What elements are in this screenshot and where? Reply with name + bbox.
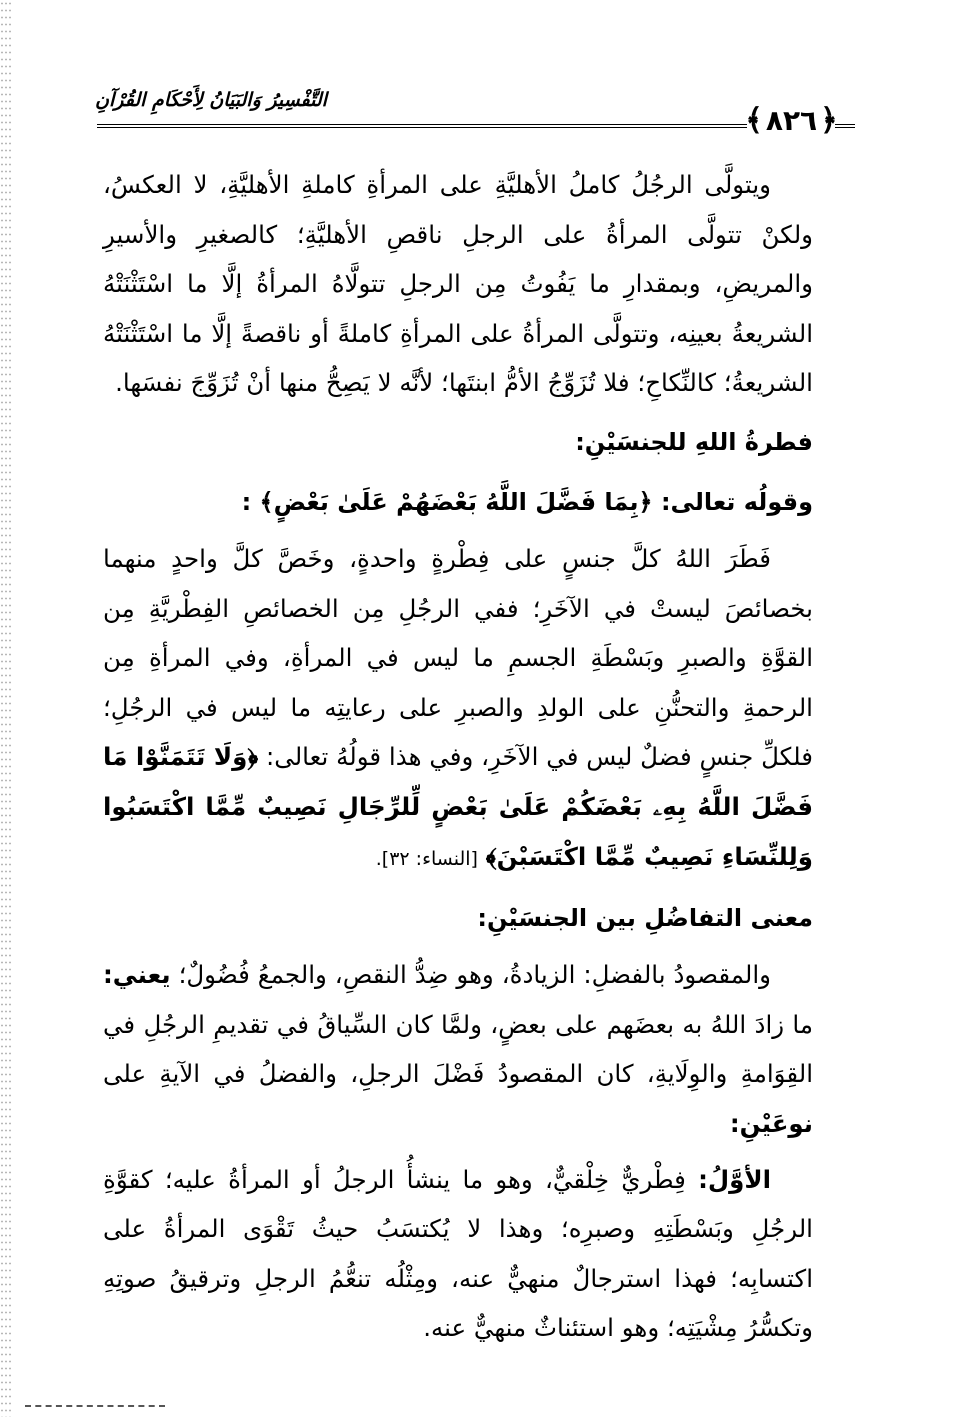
scan-margin-dots — [0, 0, 12, 1417]
paragraph-4-text: فِطْريٌّ خِلْقيٌّ، وهو ما ينشأُ الرجلُ أو المرأةُ عليه؛ كقوَّةِ الرجُلِ وبَسْطَتِهِ وصبرِه؛ وهذا لا يُكتسَبُ حيثُ تَقْوَى المرأةُ على اكتسابِه؛ فهذا استرجالٌ منهيٌّ عنه، ومِثْلُه تنعُّمُ الرجلِ وترقيقُ صوتِهِ وتكسُّرُ مِشْيَتِه؛ وهو استئناثٌ منهيٌّ عنه. — [103, 1164, 813, 1343]
running-title: التَّفْسِيرُ وَالبَيَانُ لِأَحْكَامِ القُرْآنِ — [95, 89, 327, 111]
paragraph-3 — [103, 950, 813, 1148]
quran-verse: ﴿بِمَا فَضَّلَ اللَّهُ بَعْضَهُمْ عَلَىٰ بَعْضٍ﴾ — [259, 487, 653, 516]
page-number — [745, 100, 838, 140]
paragraph-3-lead: يعني: — [103, 960, 171, 990]
verse-intro: وقولُه تعالى: — [660, 487, 813, 516]
section-heading-1: فطرةُ اللهِ للجنسَيْنِ: — [575, 427, 813, 456]
page-body — [103, 160, 813, 1353]
paragraph-3-rest: ما زادَ اللهُ به بعضَهم على بعضٍ، ولمَّا كان السِّياقُ في تقديمِ الرجُلِ في القِوَامةِ والوِلَايةِ، كان المقصودُ فَضْلَ الرجلِ، والفضلُ في الآيةِ على — [103, 1009, 813, 1089]
paragraph-1: ويتولَّى الرجُلُ كاملُ الأهليَّةِ على المرأةِ كاملةِ الأهليَّةِ، لا العكسُ، ولكنْ تتولَّى المرأةُ على الرجلِ ناقصِ الأهليَّةِ؛ كالصغيرِ والأسيرِ والمريضِ، وبمقدارِ ما يَفُوتُ مِن الرجلِ تتولَّاهُ المرأةُ إلَّا ما اسْتَثْنَتْهُ الشريعةُ بعينِه، وتتولَّى المرأةُ على المرأةِ كاملةً أو ناقصةً إلَّا ما اسْتَثْنَتْهُ الشريعةُ؛ كالنِّكاحِ؛ فلا تُزَوِّجُ الأمُّ ابنتَها؛ لأنَّه لا يَصِحُّ منها أنْ تُزَوِّجَ نفسَها. — [103, 170, 813, 398]
paragraph-4 — [103, 1155, 813, 1353]
page-number-value: ٨٢٦ — [765, 103, 818, 137]
bracket-open: ﴿ — [820, 102, 838, 138]
header-rule-right — [835, 124, 855, 128]
paragraph-2 — [103, 534, 813, 884]
header-rule — [97, 124, 747, 128]
scan-footer-marks — [25, 1405, 165, 1413]
paragraph-2-text: فَطَرَ اللهُ كلَّ جنسٍ على فِطْرةٍ واحدةٍ، وخَصَّ كلَّ واحدٍ منهما بخصائصَ ليستْ في الآخَرِ؛ ففي الرجُلِ مِن الخصائصِ الفِطْريَّةِ مِن القوَّةِ والصبرِ وبَسْطَةِ الجسمِ ما ليس في المرأةِ، وفي المرأةِ مِن الرحمةِ والتحنُّنِ على الولدِ والصبرِ على رعايتِه ما ليس في الرجُلِ؛ فلكلِّ جنسٍ فضلٌ ليس في الآخَرِ، وفي هذا قولُهُ تعالى: — [103, 543, 813, 772]
section-heading-2: معنى التفاضُلِ بين الجنسَيْنِ: — [477, 904, 813, 933]
page-header — [95, 78, 855, 148]
bracket-close: ﴾ — [745, 102, 763, 138]
verse-heading — [103, 476, 813, 528]
verse-end: : — [241, 487, 252, 516]
verse-reference: [النساء: ٣٢]. — [375, 847, 478, 870]
quran-verse-2: ﴿وَلَا تَتَمَنَّوْا مَا فَضَّلَ اللَّهُ بِهِۦ بَعْضَكُمْ عَلَىٰ بَعْضٍ لِّلرِّجَالِ نَصِيبٌ مِّمَّا اكْتَسَبُوا وَلِلنِّسَاءِ نَصِيبٌ مِّمَّا اكْتَسَبْنَ﴾ — [103, 742, 813, 871]
paragraph-4-lead: الأوَّلُ: — [698, 1164, 771, 1194]
paragraph-3-tail: نوعَيْنِ: — [729, 1108, 813, 1138]
paragraph-3-text: والمقصودُ بالفضلِ: الزيادةُ، وهو ضِدُّ النقصِ، والجمعُ فُضُولٌ؛ — [178, 960, 771, 990]
